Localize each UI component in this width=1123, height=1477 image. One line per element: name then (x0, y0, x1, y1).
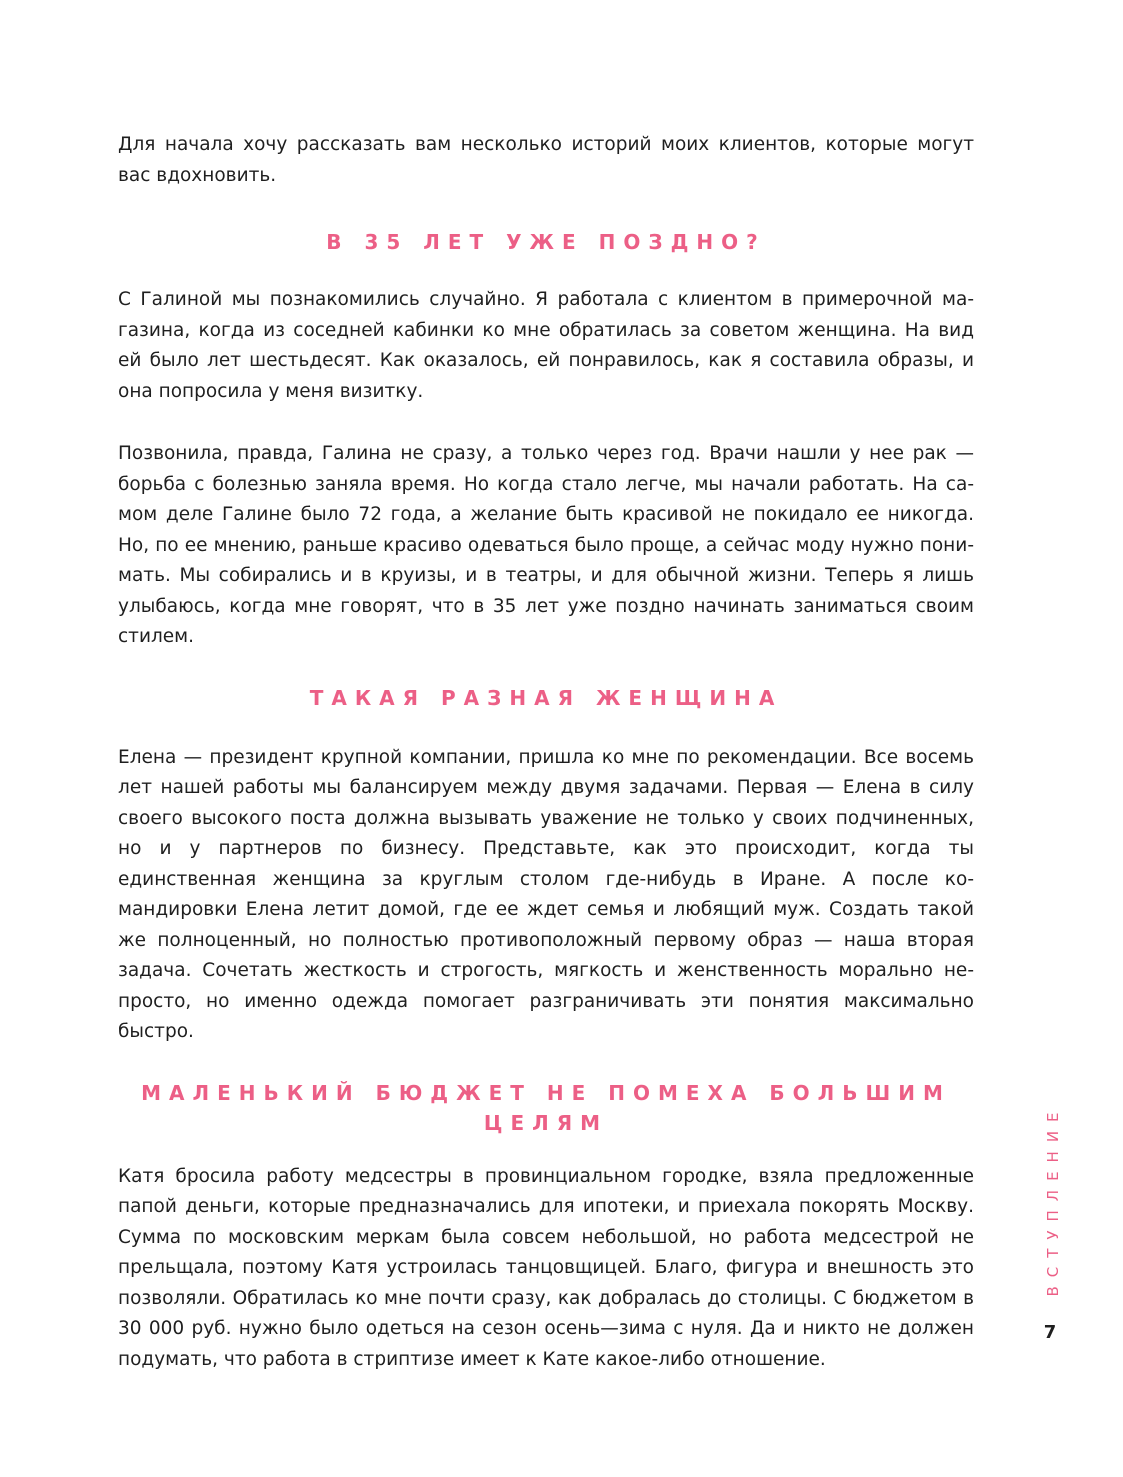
body-paragraph: С Галиной мы познакомились случайно. Я работала с клиентом в примерочной магазина, когда из соседней кабинки ко мне обратилась за советом женщина. На вид ей было лет шестьдесят. Как оказалось, ей понравилось, как я составила образы, и она попросила у меня визитку. (118, 289, 974, 402)
intro-paragraph: Для начала хочу рассказать вам несколько историй моих клиентов, которые могут вас вдохновить. (118, 134, 974, 186)
page-number: 7 (1043, 1322, 1057, 1343)
body-paragraph: Елена — президент крупной компании, пришла ко мне по рекомендации. Все восемь лет нашей работы мы балансируем между двумя задачами. Первая — Елена в силу своего высокого поста должна вызывать уважение не только у своих подчиненных, но и у партнеров по бизнесу. Представьте, как это происходит, когда ты единственная женщина за круглым столом где-нибудь в Иране. А после командировки Елена летит домой, где ее ждет семья и любящий муж. Создать такой же полноценный, но полностью противоположный первому образ — наша вторая задача. Сочетать жесткость и строгость, мягкость и женственность морально непросто, но именно одежда помогает разграничивать эти понятия максимально быстро. (118, 746, 974, 1042)
body-paragraph: Катя бросила работу медсестры в провинциальном городке, взяла предложенные папой деньги, которые предназначались для ипотеки, и приехала покорять Москву. Сумма по московским меркам была совсем небольшой, но работа медсестрой не прельщала, поэтому Катя устроилась танцовщицей. Благо, фигура и внешность это позволяли. Обратилась ко мне почти сразу, как добралась до столицы. С бюджетом в 30 000 руб. нужно было одеться на сезон осень—зима с нуля. Да и никто не должен подумать, что работа в стриптизе имеет к Кате какое-либо отношение. (118, 1165, 974, 1370)
section-heading: ТАКАЯ РАЗНАЯ ЖЕНЩИНА (309, 685, 783, 710)
page-content (118, 130, 974, 1375)
chapter-side-label: ВСТУПЛЕНИЕ (1044, 1103, 1062, 1297)
section-heading: В 35 ЛЕТ УЖЕ ПОЗДНО? (326, 230, 766, 254)
body-paragraph: Позвонила, правда, Галина не сразу, а только через год. Врачи нашли у нее рак — борьба с болезнью заняла время. Но когда стало легче, мы начали работать. На самом деле Галине было 72 года, а желание быть красивой не покидало ее никогда. Но, по ее мнению, раньше красиво одеваться было проще, а сейчас моду нужно понимать. Мы собирались и в круизы, и в театры, и для обычной жизни. Теперь я лишь улыбаюсь, когда мне говорят, что в 35 лет уже поздно начинать заниматься своим стилем. (118, 443, 974, 647)
section-heading: МАЛЕНЬКИЙ БЮДЖЕТ НЕ ПОМЕХА БОЛЬШИМ ЦЕЛЯМ (141, 1080, 951, 1135)
